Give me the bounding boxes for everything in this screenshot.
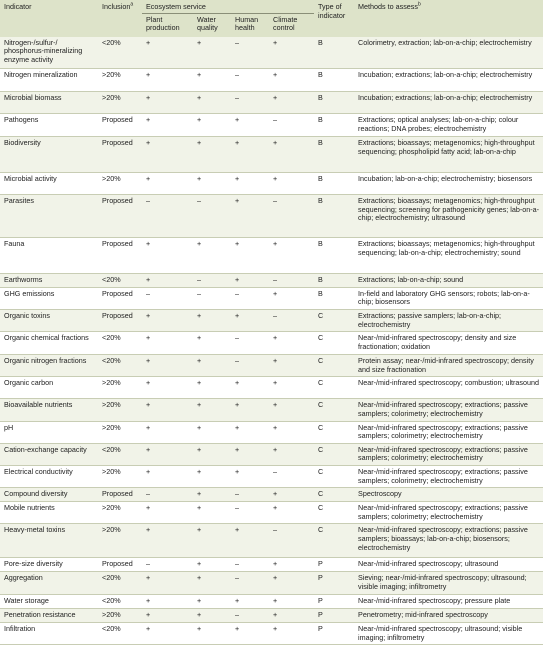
header-human-health: Human health	[231, 13, 269, 37]
cell-methods: Incubation; lab-on-a-chip; electrochemistry; biosensors	[354, 173, 543, 195]
cell-indicator: Microbial biomass	[0, 92, 98, 114]
cell-climate-control: +	[269, 69, 314, 92]
cell-climate-control: +	[269, 332, 314, 355]
cell-climate-control: +	[269, 571, 314, 594]
cell-methods: Near-/mid-infrared spectroscopy; extractions; passive samplers; colorimetry; electrochemistry	[354, 399, 543, 421]
cell-climate-control: +	[269, 488, 314, 502]
cell-methods: Extractions; optical analyses; lab-on-a-chip; colour reactions; DNA probes; electrochemistry	[354, 114, 543, 137]
cell-climate-control: –	[269, 114, 314, 137]
cell-methods: In-field and laboratory GHG sensors; robots; lab-on-a-chip; biosensors	[354, 287, 543, 309]
cell-type: P	[314, 594, 354, 608]
cell-plant-production: +	[142, 37, 193, 69]
table-row	[0, 558, 543, 572]
cell-methods: Extractions; bioassays; metagenomics; high-throughput sequencing; screening for pathogenicity genes; lab-on-a-chip; electrochemistry; ultrasound	[354, 195, 543, 238]
cell-indicator: GHG emissions	[0, 287, 98, 309]
cell-plant-production: +	[142, 173, 193, 195]
cell-plant-production: +	[142, 238, 193, 274]
header-methods	[354, 0, 543, 37]
table-row	[0, 488, 543, 502]
cell-human-health: +	[231, 137, 269, 173]
cell-water-quality: +	[193, 488, 231, 502]
cell-indicator: Organic toxins	[0, 310, 98, 332]
cell-human-health: +	[231, 195, 269, 238]
cell-plant-production: –	[142, 195, 193, 238]
cell-inclusion: >20%	[98, 421, 142, 443]
cell-climate-control: +	[269, 92, 314, 114]
table-row	[0, 622, 543, 644]
cell-water-quality: +	[193, 173, 231, 195]
cell-plant-production: +	[142, 114, 193, 137]
cell-climate-control: +	[269, 238, 314, 274]
cell-inclusion: >20%	[98, 69, 142, 92]
cell-climate-control: +	[269, 37, 314, 69]
cell-plant-production: +	[142, 399, 193, 421]
cell-plant-production: +	[142, 310, 193, 332]
table-row	[0, 377, 543, 399]
cell-human-health: –	[231, 37, 269, 69]
cell-plant-production: +	[142, 355, 193, 377]
cell-inclusion: <20%	[98, 332, 142, 355]
cell-human-health: +	[231, 421, 269, 443]
table-row	[0, 92, 543, 114]
cell-inclusion: <20%	[98, 622, 142, 644]
table-row	[0, 238, 543, 274]
cell-human-health: +	[231, 594, 269, 608]
cell-inclusion: Proposed	[98, 310, 142, 332]
cell-type: C	[314, 377, 354, 399]
cell-plant-production: +	[142, 274, 193, 288]
cell-indicator: Biodiversity	[0, 137, 98, 173]
cell-inclusion: >20%	[98, 399, 142, 421]
cell-plant-production: –	[142, 558, 193, 572]
cell-climate-control: +	[269, 377, 314, 399]
table-row	[0, 310, 543, 332]
cell-plant-production: +	[142, 622, 193, 644]
cell-climate-control: –	[269, 524, 314, 558]
cell-inclusion: Proposed	[98, 488, 142, 502]
cell-type: C	[314, 310, 354, 332]
cell-indicator: Water storage	[0, 594, 98, 608]
cell-climate-control: –	[269, 466, 314, 488]
cell-human-health: –	[231, 571, 269, 594]
cell-water-quality: –	[193, 274, 231, 288]
cell-human-health: +	[231, 173, 269, 195]
footnote-a: a	[130, 1, 134, 8]
cell-human-health: –	[231, 488, 269, 502]
cell-water-quality: +	[193, 114, 231, 137]
cell-indicator: Earthworms	[0, 274, 98, 288]
cell-human-health: +	[231, 524, 269, 558]
table-row	[0, 466, 543, 488]
table-row	[0, 355, 543, 377]
cell-inclusion: Proposed	[98, 195, 142, 238]
table-row	[0, 443, 543, 465]
cell-methods: Near-/mid-infrared spectroscopy; extractions; passive samplers; colorimetry; electrochemistry	[354, 466, 543, 488]
cell-indicator: Bioavailable nutrients	[0, 399, 98, 421]
cell-human-health: +	[231, 310, 269, 332]
cell-type: P	[314, 608, 354, 622]
table-row	[0, 332, 543, 355]
cell-inclusion: >20%	[98, 377, 142, 399]
cell-type: P	[314, 622, 354, 644]
cell-type: P	[314, 558, 354, 572]
cell-plant-production: +	[142, 443, 193, 465]
cell-plant-production: +	[142, 332, 193, 355]
cell-climate-control: +	[269, 622, 314, 644]
cell-human-health: –	[231, 92, 269, 114]
cell-inclusion: Proposed	[98, 114, 142, 137]
cell-water-quality: +	[193, 524, 231, 558]
cell-indicator: Aggregation	[0, 571, 98, 594]
cell-inclusion: Proposed	[98, 558, 142, 572]
cell-indicator: Pore-size diversity	[0, 558, 98, 572]
cell-indicator: Compound diversity	[0, 488, 98, 502]
cell-human-health: –	[231, 69, 269, 92]
cell-water-quality: +	[193, 69, 231, 92]
cell-methods: Near-/mid-infrared spectroscopy; ultrasound; visible imaging; infiltrometry	[354, 622, 543, 644]
cell-plant-production: +	[142, 571, 193, 594]
cell-indicator: Parasites	[0, 195, 98, 238]
cell-water-quality: +	[193, 355, 231, 377]
cell-water-quality: +	[193, 502, 231, 524]
cell-human-health: +	[231, 622, 269, 644]
cell-plant-production: +	[142, 92, 193, 114]
cell-climate-control: +	[269, 443, 314, 465]
cell-human-health: +	[231, 114, 269, 137]
cell-type: B	[314, 238, 354, 274]
table-row	[0, 274, 543, 288]
cell-inclusion: <20%	[98, 274, 142, 288]
table-row	[0, 287, 543, 309]
cell-human-health: –	[231, 355, 269, 377]
cell-type: B	[314, 92, 354, 114]
cell-water-quality: +	[193, 421, 231, 443]
cell-methods: Extractions; bioassays; metagenomics; high-throughput sequencing; phospholipid fatty acid; lab-on-a-chip	[354, 137, 543, 173]
cell-methods: Incubation; extractions; lab-on-a-chip; electrochemistry	[354, 69, 543, 92]
table-row	[0, 571, 543, 594]
cell-methods: Spectroscopy	[354, 488, 543, 502]
cell-human-health: –	[231, 502, 269, 524]
cell-human-health: +	[231, 466, 269, 488]
cell-methods: Near-/mid-infrared spectroscopy; extractions; passive samplers; colorimetry; electrochemistry	[354, 443, 543, 465]
table-body	[0, 37, 543, 645]
footnote-b: b	[417, 1, 421, 8]
cell-water-quality: +	[193, 92, 231, 114]
cell-methods: Sieving; near-/mid-infrared spectroscopy; ultrasound; visible imaging; infiltrometry	[354, 571, 543, 594]
cell-indicator: Organic nitrogen fractions	[0, 355, 98, 377]
cell-indicator: Cation-exchange capacity	[0, 443, 98, 465]
cell-type: C	[314, 355, 354, 377]
cell-water-quality: +	[193, 571, 231, 594]
cell-plant-production: –	[142, 488, 193, 502]
cell-human-health: –	[231, 287, 269, 309]
cell-indicator: Mobile nutrients	[0, 502, 98, 524]
cell-climate-control: +	[269, 355, 314, 377]
cell-indicator: Penetration resistance	[0, 608, 98, 622]
cell-methods: Near-/mid-infrared spectroscopy; combustion; ultrasound	[354, 377, 543, 399]
cell-plant-production: +	[142, 608, 193, 622]
cell-human-health: +	[231, 238, 269, 274]
cell-climate-control: +	[269, 173, 314, 195]
cell-climate-control: +	[269, 287, 314, 309]
cell-inclusion: <20%	[98, 571, 142, 594]
cell-inclusion: >20%	[98, 92, 142, 114]
cell-methods: Extractions; passive samplers; lab-on-a-chip; electrochemistry	[354, 310, 543, 332]
table-row	[0, 195, 543, 238]
table-row	[0, 69, 543, 92]
cell-methods: Near-/mid-infrared spectroscopy; density and size fractionation; oxidation	[354, 332, 543, 355]
cell-indicator: Organic carbon	[0, 377, 98, 399]
cell-indicator: Electrical conductivity	[0, 466, 98, 488]
table-header	[0, 0, 543, 37]
cell-human-health: +	[231, 274, 269, 288]
cell-methods: Colorimetry, extraction; lab-on-a-chip; electrochemistry	[354, 37, 543, 69]
cell-type: B	[314, 287, 354, 309]
table-row	[0, 37, 543, 69]
header-indicator: Indicator	[0, 0, 98, 37]
cell-plant-production: +	[142, 137, 193, 173]
cell-indicator: Organic chemical fractions	[0, 332, 98, 355]
cell-type: B	[314, 114, 354, 137]
cell-methods: Near-/mid-infrared spectroscopy; extractions; passive samplers; bioassays; lab-on-a-chip; biosensors; electrochemistry	[354, 524, 543, 558]
cell-human-health: +	[231, 399, 269, 421]
cell-water-quality: +	[193, 622, 231, 644]
cell-type: B	[314, 37, 354, 69]
cell-water-quality: +	[193, 443, 231, 465]
cell-methods: Penetrometry; mid-infrared spectroscopy	[354, 608, 543, 622]
cell-methods: Extractions; bioassays; metagenomics; high-throughput sequencing; lab-on-a-chip; electrochemistry; sound	[354, 238, 543, 274]
table-row	[0, 137, 543, 173]
cell-climate-control: +	[269, 502, 314, 524]
cell-water-quality: +	[193, 310, 231, 332]
cell-water-quality: +	[193, 594, 231, 608]
cell-inclusion: <20%	[98, 594, 142, 608]
cell-human-health: –	[231, 332, 269, 355]
cell-type: P	[314, 571, 354, 594]
cell-plant-production: –	[142, 287, 193, 309]
cell-inclusion: <20%	[98, 355, 142, 377]
cell-type: B	[314, 137, 354, 173]
cell-human-health: +	[231, 377, 269, 399]
cell-inclusion: <20%	[98, 37, 142, 69]
header-climate-control: Climate control	[269, 13, 314, 37]
cell-methods: Incubation; extractions; lab-on-a-chip; electrochemistry	[354, 92, 543, 114]
cell-inclusion: >20%	[98, 524, 142, 558]
cell-methods: Near-/mid-infrared spectroscopy; extractions; passive samplers; colorimetry; electrochemistry	[354, 502, 543, 524]
cell-climate-control: +	[269, 137, 314, 173]
table-row	[0, 502, 543, 524]
header-type: Type of indicator	[314, 0, 354, 37]
table-row	[0, 608, 543, 622]
cell-methods: Near-/mid-infrared spectroscopy; ultrasound	[354, 558, 543, 572]
cell-climate-control: +	[269, 608, 314, 622]
cell-indicator: Nitrogen mineralization	[0, 69, 98, 92]
cell-type: C	[314, 502, 354, 524]
cell-plant-production: +	[142, 502, 193, 524]
cell-climate-control: +	[269, 421, 314, 443]
cell-water-quality: –	[193, 287, 231, 309]
cell-plant-production: +	[142, 421, 193, 443]
cell-indicator: Nitrogen-/sulfur-/ phosphorus-mineralizing enzyme activity	[0, 37, 98, 69]
cell-type: C	[314, 443, 354, 465]
header-inclusion-label: Inclusion	[102, 2, 131, 11]
cell-climate-control: +	[269, 399, 314, 421]
cell-inclusion: Proposed	[98, 137, 142, 173]
cell-indicator: pH	[0, 421, 98, 443]
cell-type: C	[314, 332, 354, 355]
cell-inclusion: >20%	[98, 466, 142, 488]
table-row	[0, 524, 543, 558]
table-row	[0, 114, 543, 137]
cell-water-quality: +	[193, 608, 231, 622]
cell-type: B	[314, 195, 354, 238]
cell-plant-production: +	[142, 69, 193, 92]
cell-water-quality: +	[193, 238, 231, 274]
cell-climate-control: –	[269, 310, 314, 332]
cell-type: C	[314, 488, 354, 502]
cell-indicator: Infiltration	[0, 622, 98, 644]
table-row	[0, 594, 543, 608]
table-row	[0, 399, 543, 421]
cell-climate-control: +	[269, 594, 314, 608]
cell-plant-production: +	[142, 594, 193, 608]
cell-climate-control: –	[269, 274, 314, 288]
cell-indicator: Heavy-metal toxins	[0, 524, 98, 558]
cell-inclusion: >20%	[98, 173, 142, 195]
table-row	[0, 421, 543, 443]
cell-water-quality: +	[193, 466, 231, 488]
cell-human-health: –	[231, 608, 269, 622]
header-methods-label: Methods to assess	[358, 2, 418, 11]
header-inclusion	[98, 0, 142, 37]
cell-water-quality: +	[193, 37, 231, 69]
cell-plant-production: +	[142, 466, 193, 488]
cell-water-quality: +	[193, 558, 231, 572]
cell-indicator: Pathogens	[0, 114, 98, 137]
cell-human-health: –	[231, 558, 269, 572]
cell-methods: Protein assay; near-/mid-infrared spectroscopy; density and size fractionation	[354, 355, 543, 377]
cell-type: C	[314, 421, 354, 443]
cell-inclusion: Proposed	[98, 287, 142, 309]
cell-plant-production: +	[142, 524, 193, 558]
cell-methods: Near-/mid-infrared spectroscopy; extractions; passive samplers; colorimetry; electrochemistry	[354, 421, 543, 443]
cell-plant-production: +	[142, 377, 193, 399]
cell-methods: Extractions; lab-on-a-chip; sound	[354, 274, 543, 288]
cell-type: B	[314, 69, 354, 92]
cell-type: C	[314, 524, 354, 558]
header-plant-production: Plant production	[142, 13, 193, 37]
cell-water-quality: +	[193, 332, 231, 355]
cell-methods: Near-/mid-infrared spectroscopy; pressure plate	[354, 594, 543, 608]
cell-inclusion: >20%	[98, 608, 142, 622]
cell-inclusion: <20%	[98, 443, 142, 465]
cell-climate-control: +	[269, 558, 314, 572]
cell-inclusion: >20%	[98, 502, 142, 524]
header-ecosystem-service: Ecosystem service	[142, 0, 314, 13]
cell-water-quality: +	[193, 399, 231, 421]
cell-type: B	[314, 274, 354, 288]
cell-inclusion: Proposed	[98, 238, 142, 274]
cell-indicator: Microbial activity	[0, 173, 98, 195]
cell-water-quality: –	[193, 195, 231, 238]
cell-type: C	[314, 466, 354, 488]
cell-indicator: Fauna	[0, 238, 98, 274]
cell-human-health: +	[231, 443, 269, 465]
cell-type: C	[314, 399, 354, 421]
cell-type: B	[314, 173, 354, 195]
header-water-quality: Water quality	[193, 13, 231, 37]
table-row	[0, 173, 543, 195]
cell-climate-control: –	[269, 195, 314, 238]
cell-water-quality: +	[193, 137, 231, 173]
cell-water-quality: +	[193, 377, 231, 399]
